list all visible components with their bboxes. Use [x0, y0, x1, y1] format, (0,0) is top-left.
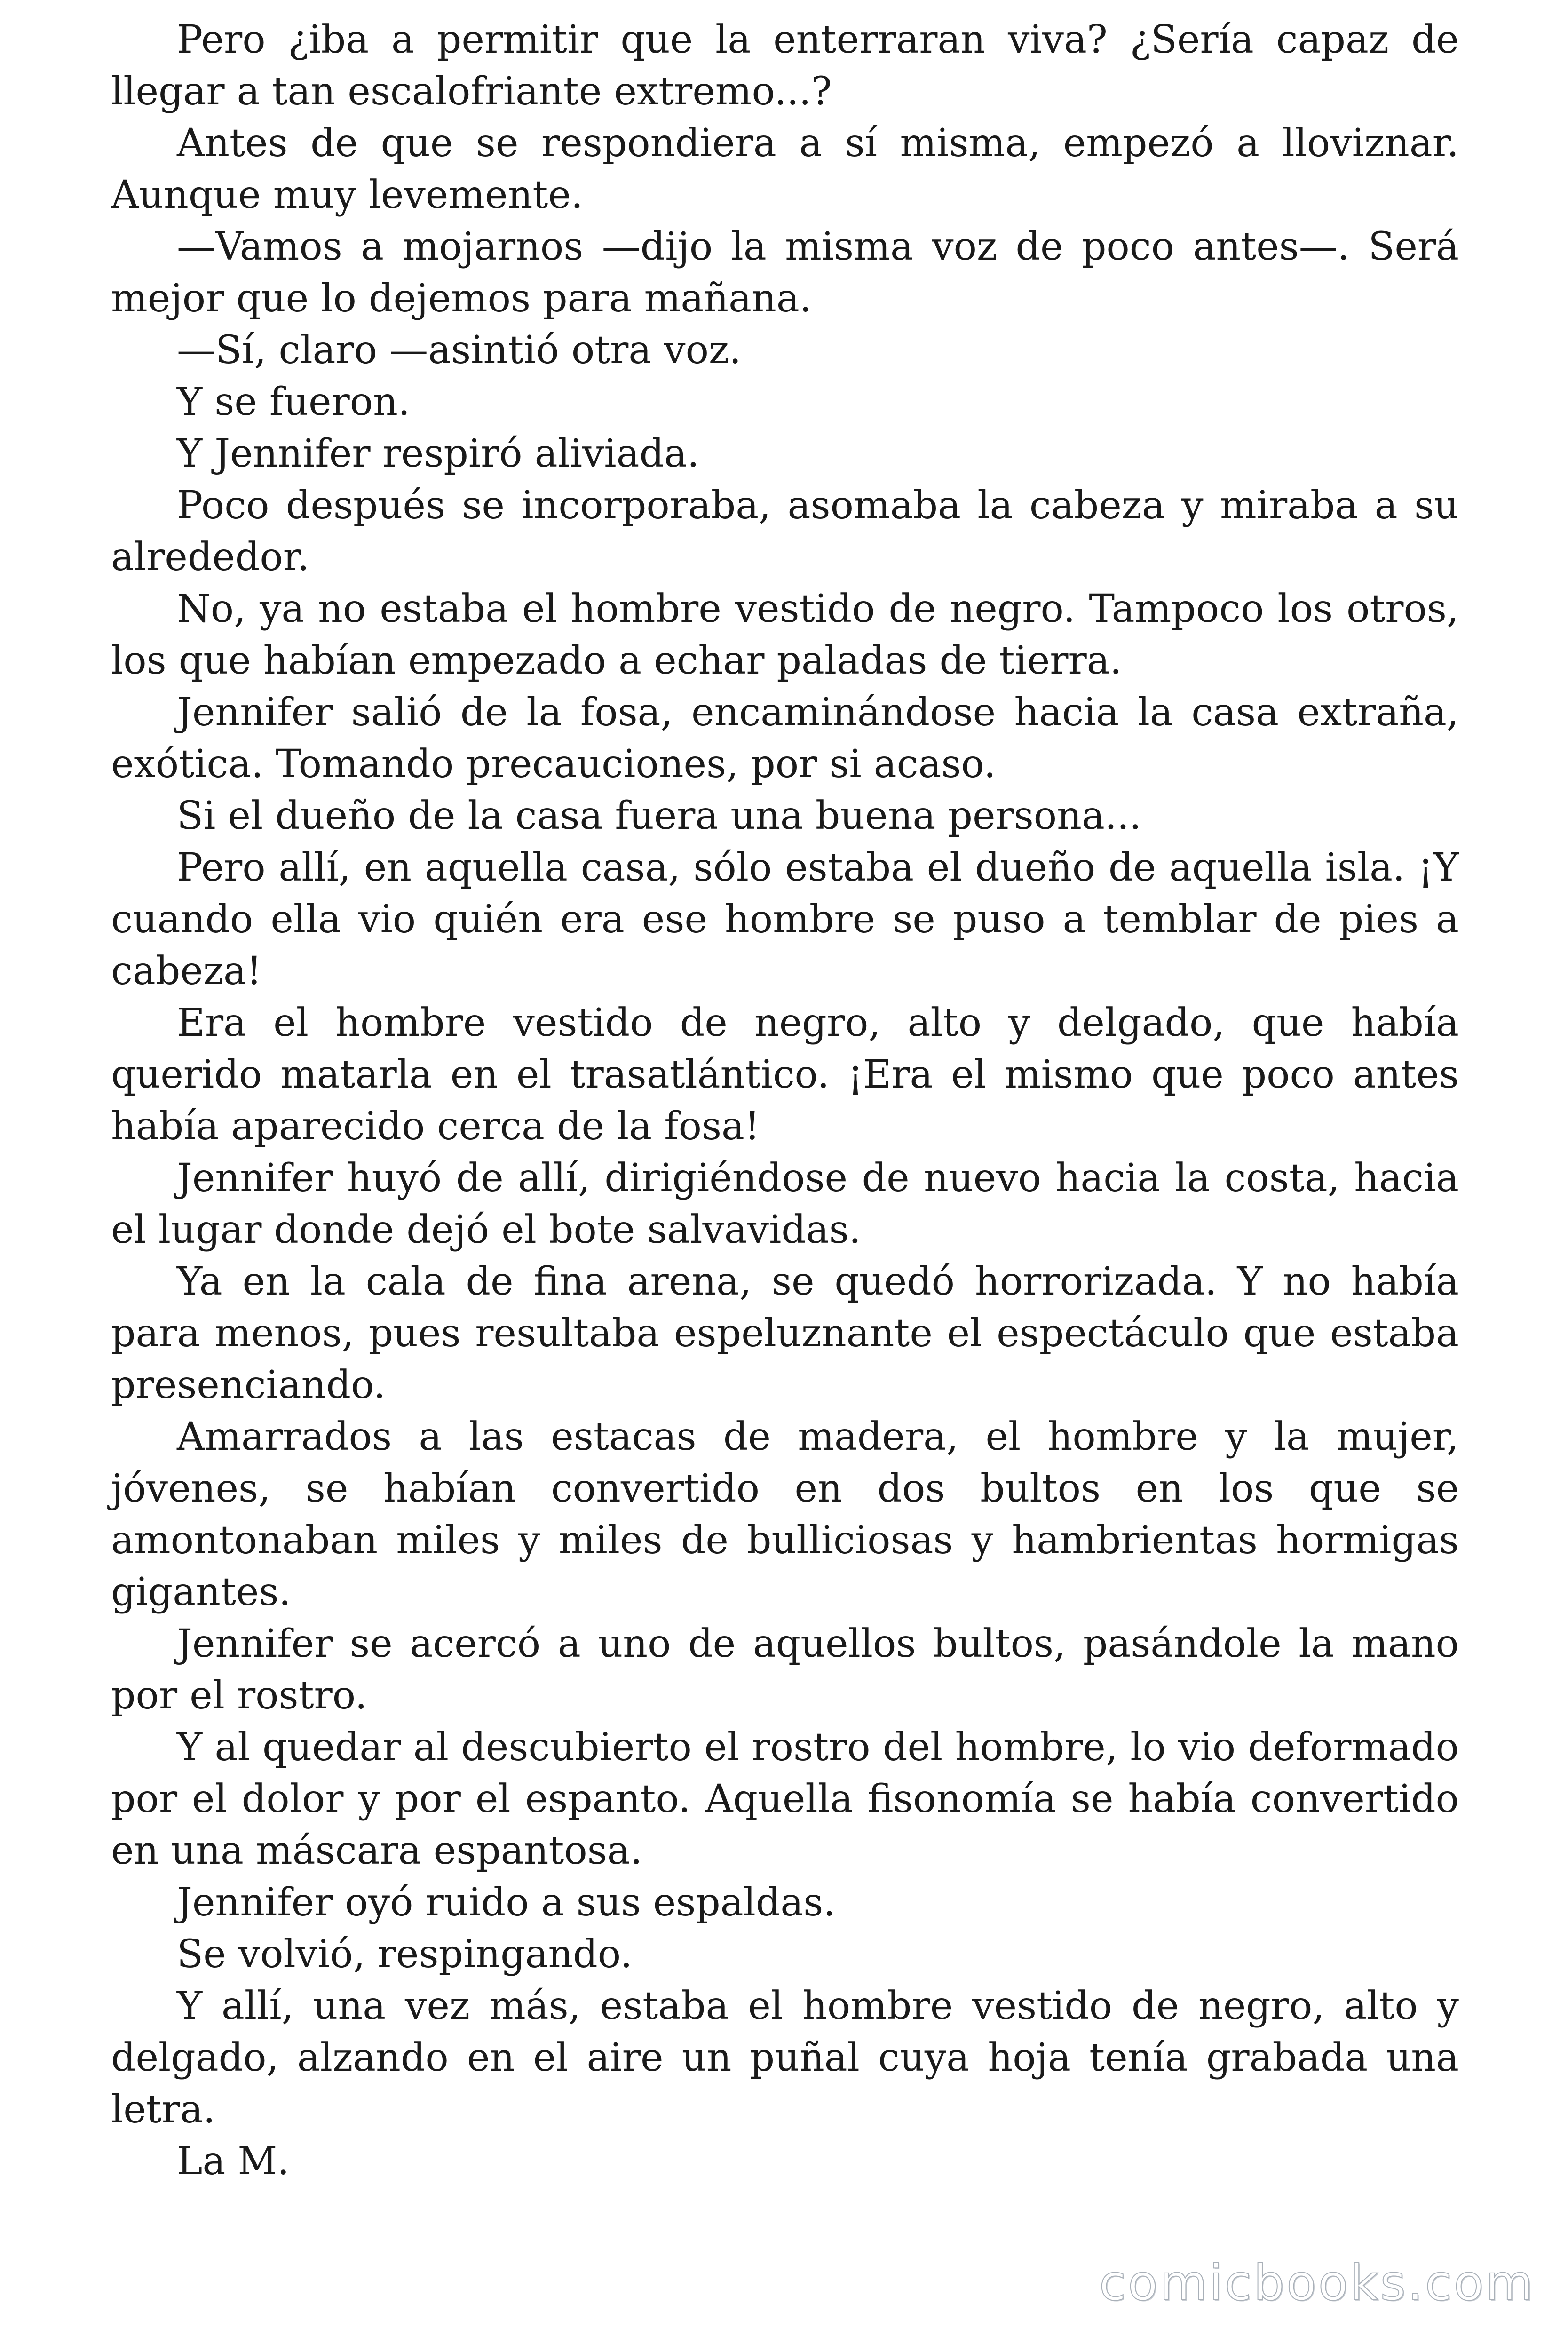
paragraph: Poco después se incorporaba, asomaba la cabeza y miraba a su alrededor. — [111, 483, 1459, 580]
paragraph: —Vamos a mojarnos —dijo la misma voz de poco antes—. Será mejor que lo dejemos para mañana. — [111, 224, 1459, 321]
paragraph: Jennifer oyó ruido a sus espaldas. — [177, 1880, 836, 1925]
paragraph: Y se fueron. — [177, 380, 411, 424]
paragraph: Se volvió, respingando. — [177, 1932, 633, 1977]
paragraph: Jennifer huyó de allí, dirigiéndose de nuevo hacia la costa, hacia el lugar donde dejó el bote salvavidas. — [111, 1156, 1459, 1252]
paragraph: Y al quedar al descubierto el rostro del hombre, lo vio deformado por el dolor y por el espanto. Aquella fisonomía se había convertido en una máscara espantosa. — [111, 1725, 1459, 1873]
paragraph: Ya en la cala de fina arena, se quedó horrorizada. Y no había para menos, pues resultaba espeluznante el espectáculo que estaba presenciando. — [111, 1259, 1459, 1407]
paragraph: Jennifer salió de la fosa, encaminándose hacia la casa extraña, exótica. Tomando precauciones, por si acaso. — [111, 690, 1459, 787]
paragraph: No, ya no estaba el hombre vestido de negro. Tampoco los otros, los que habían empezado a echar paladas de tierra. — [111, 587, 1459, 683]
paragraph: Era el hombre vestido de negro, alto y delgado, que había querido matarla en el trasatlántico. ¡Era el mismo que poco antes había aparecido cerca de la fosa! — [111, 1001, 1459, 1149]
document-page — [111, 14, 1459, 2187]
paragraph: Jennifer se acercó a uno de aquellos bultos, pasándole la mano por el rostro. — [111, 1621, 1459, 1718]
paragraph: Y allí, una vez más, estaba el hombre vestido de negro, alto y delgado, alzando en el aire un puñal cuya hoja tenía grabada una letra. — [111, 1984, 1459, 2132]
paragraph: Pero ¿iba a permitir que la enterraran viva? ¿Sería capaz de llegar a tan escalofriante extremo...? — [111, 17, 1459, 114]
paragraph: Pero allí, en aquella casa, sólo estaba el dueño de aquella isla. ¡Y cuando ella vio quién era ese hombre se puso a temblar de pies a cabeza! — [111, 845, 1459, 993]
paragraph: —Sí, claro —asintió otra voz. — [177, 328, 742, 373]
paragraph: Antes de que se respondiera a sí misma, empezó a lloviznar. Aunque muy levemente. — [111, 121, 1459, 217]
site-watermark: comicbooks.com — [1099, 2254, 1535, 2312]
paragraph: Si el dueño de la casa fuera una buena persona... — [177, 794, 1142, 838]
paragraph: Y Jennifer respiró aliviada. — [177, 431, 699, 476]
paragraph: Amarrados a las estacas de madera, el hombre y la mujer, jóvenes, se habían convertido en dos bultos en los que se amontonaban miles y miles de bulliciosas y hambrientas hormigas gigantes. — [111, 1414, 1459, 1614]
paragraph: La M. — [177, 2139, 290, 2184]
